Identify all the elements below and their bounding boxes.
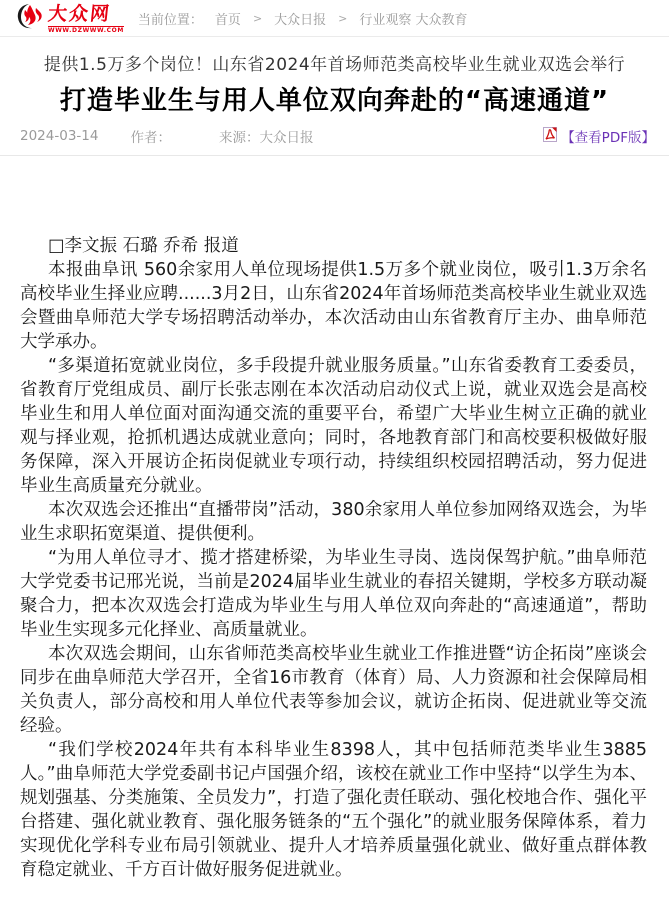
site-header <box>0 0 669 37</box>
article-meta-row <box>0 126 669 156</box>
article-paragraph: 本报曲阜讯 560余家用人单位现场提供1.5万多个就业岗位，吸引1.3万余名高校毕业生择业应聘......3月2日，山东省2024年首场师范类高校毕业生就业双选会暨曲阜师范大学专场招聘活动举办，本次活动由山东省教育厅主办、曲阜师范大学承办。 <box>20 260 647 352</box>
pdf-file-icon[interactable] <box>543 127 557 146</box>
breadcrumb-label: 当前位置： <box>137 12 203 28</box>
breadcrumb-link[interactable]: 行业观察 大众教育 <box>359 12 468 28</box>
breadcrumb-separator-icon: > <box>252 11 263 25</box>
article-paragraph: 本次双选会期间，山东省师范类高校毕业生就业工作推进暨“访企拓岗”座谈会同步在曲阜师范大学召开，全省16市教育（体育）局、人力资源和社会保障局相关负责人，部分高校和用人单位代表等参加会议，就访企拓岗、促进就业等交流经验。 <box>20 644 647 736</box>
breadcrumb <box>138 9 468 28</box>
dzwww-flame-logo-icon <box>16 2 48 34</box>
source-label: 来源： <box>218 130 260 146</box>
article-paragraph: “多渠道拓宽就业岗位，多手段提升就业服务质量。”山东省委教育工委委员，省教育厅党组成员、副厅长张志刚在本次活动启动仪式上说，就业双选会是高校毕业生和用人单位面对面沟通交流的重要平台，希望广大毕业生树立正确的就业观与择业观，抢抓机遇达成就业意向；同时，各地教育部门和高校要积极做好服务保障，深入开展访企拓岗促就业专项行动，持续组织校园招聘活动，努力促进毕业生高质量充分就业。 <box>20 356 647 496</box>
breadcrumb-separator-icon: > <box>338 11 348 25</box>
title-section <box>0 37 669 117</box>
page-title: 打造毕业生与用人单位双向奔赴的“高速通道” <box>59 86 610 116</box>
breadcrumb-link[interactable]: 首页 <box>214 12 241 28</box>
view-pdf-link[interactable]: 【查看PDF版】 <box>561 130 655 146</box>
author-label: 作者： <box>130 130 171 146</box>
publish-date: 2024-03-14 <box>20 128 99 144</box>
site-logo[interactable] <box>16 2 124 34</box>
breadcrumb-link[interactable]: 大众日报 <box>274 12 327 28</box>
article-body <box>0 234 669 906</box>
article-paragraph: “为用人单位寻才、揽才搭建桥梁，为毕业生寻岗、选岗保驾护航。”曲阜师范大学党委书记邢光说，当前是2024届毕业生就业的春招关键期，学校多方联动凝聚合力，把本次双选会打造成为毕业生与用人单位双向奔赴的“高速通道”，帮助毕业生实现多元化择业、高质量就业。 <box>20 548 647 640</box>
logo-domain: WWW.DZWWW.COM <box>48 27 124 34</box>
article-subtitle: 提供1.5万多个岗位！山东省2024年首场师范类高校毕业生就业双选会举行 <box>43 55 626 75</box>
source-value: 大众日报 <box>259 130 314 146</box>
article-paragraph: “我们学校2024年共有本科毕业生8398人，其中包括师范类毕业生3885人。”曲阜师范大学党委副书记卢国强介绍，该校在就业工作中坚持“以学生为本、规划强基、分类施策、全员发力”，打造了强化责任联动、强化校地合作、强化平台搭建、强化就业教育、强化服务链条的“五个强化”的就业服务保障体系，着力实现优化学科专业布局引领就业、提升人才培养质量强化就业、做好重点群体教育稳定就业、千方百计做好服务促进就业。 <box>20 740 647 880</box>
logo-name: 大众网 <box>46 3 113 25</box>
article-paragraph: 本次双选会还推出“直播带岗”活动，380余家用人单位参加网络双选会，为毕业生求职拓宽渠道、提供便利。 <box>20 500 647 544</box>
byline: □李文振 石璐 乔希 报道 <box>48 236 239 256</box>
